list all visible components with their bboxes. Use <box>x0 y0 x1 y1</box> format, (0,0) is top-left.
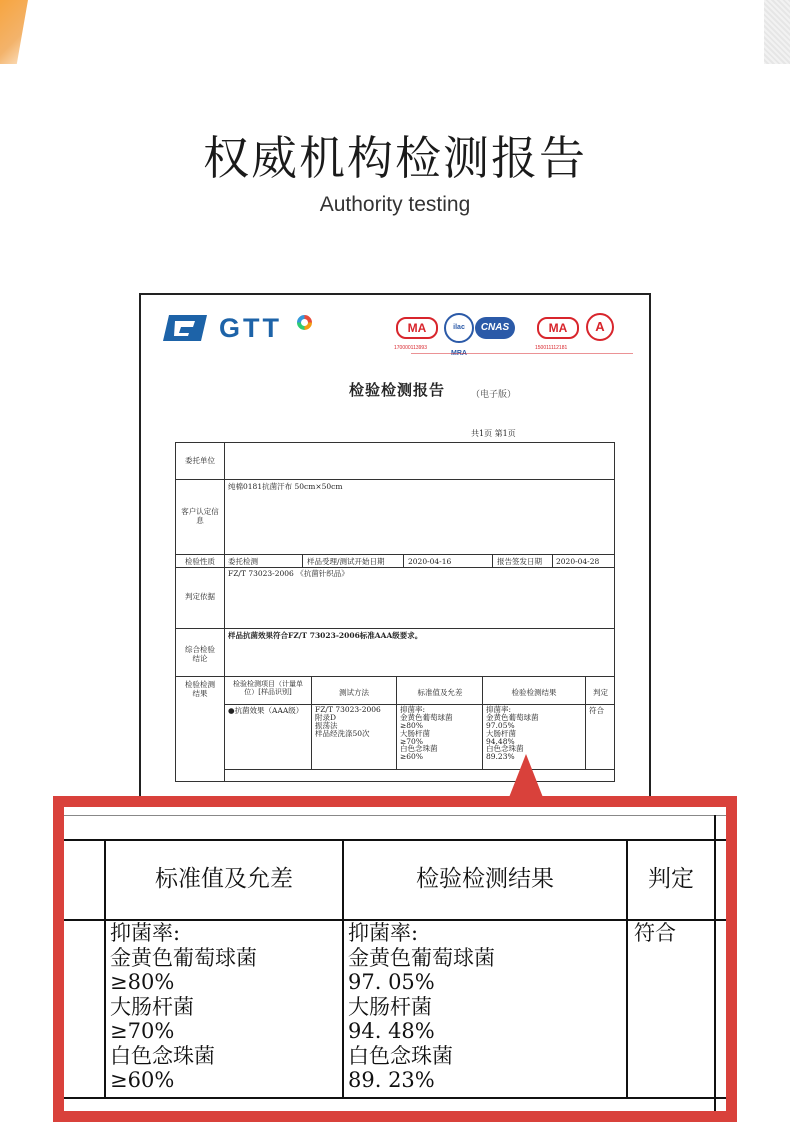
page-number: 共1页 第1页 <box>471 429 516 438</box>
cma-number: 170000113993 <box>394 345 427 351</box>
ca-seal-icon: A <box>586 313 614 341</box>
form-divider <box>311 677 312 769</box>
receipt-date: 2020-04-16 <box>408 557 452 566</box>
page-subtitle: Authority testing <box>319 193 471 216</box>
report-title: 检验检测报告 <box>348 381 445 399</box>
basis-value: FZ/T 73023-2006 《抗菌针织品》 <box>228 569 349 578</box>
report-logo-row <box>163 313 633 353</box>
brand-dot-icon <box>297 315 312 330</box>
form-divider <box>403 555 404 567</box>
nature-label: 检验性质 <box>185 557 215 566</box>
form-divider <box>482 677 483 769</box>
cma-seal-2-icon: MA 150011112181 <box>537 317 579 339</box>
col-verdict-header: 判定 <box>593 688 608 697</box>
conclusion-value: 样品抗菌效果符合FZ/T 73023-2006标准AAA级要求。 <box>228 631 423 640</box>
gtt-logo-icon <box>163 315 207 341</box>
zoom-header-verdict: 判定 <box>648 866 694 892</box>
issue-label: 报告签发日期 <box>497 557 542 566</box>
form-divider <box>224 769 614 770</box>
result-value: 抑菌率: 金黄色葡萄球菌 97.05% 大肠杆菌 94.48% 白色念珠菌 89.23% <box>486 705 539 762</box>
col-item-header: 检验检测项目（计量单位）[样品识别] <box>233 680 303 697</box>
report-form <box>175 442 615 782</box>
sample-label: 客户认定信息 <box>181 507 219 525</box>
zoom-table <box>64 807 726 1111</box>
cma-number-2: 150011112181 <box>535 345 568 351</box>
cnas-seal-icon: CNAS <box>475 317 515 339</box>
col-standard-header: 标准值及允差 <box>417 688 463 697</box>
form-divider <box>302 555 303 567</box>
form-divider <box>552 555 553 567</box>
receipt-label: 样品受理/测试开始日期 <box>307 557 385 566</box>
form-divider <box>585 677 586 769</box>
report-edition: （电子版） <box>471 390 517 400</box>
zoom-verdict: 符合 <box>634 921 676 945</box>
zoom-header-result: 检验检测结果 <box>416 866 554 892</box>
zoom-header-standard: 标准值及允差 <box>155 866 293 892</box>
issue-date: 2020-04-28 <box>556 557 600 566</box>
page-title: 权威机构检测报告 <box>203 131 587 185</box>
zoom-rule <box>64 815 726 816</box>
result-method: FZ/T 73023-2006 附录D 振荡法 样品经洗涤50次 <box>315 705 381 738</box>
zoom-standard-values: 抑菌率: 金黄色葡萄球菌 ≥80% 大肠杆菌 ≥70% 白色念珠菌 ≥60% <box>110 921 257 1092</box>
form-divider <box>396 677 397 769</box>
form-divider <box>176 554 614 555</box>
col-method-header: 测试方法 <box>339 688 369 697</box>
corner-decoration-left <box>0 0 28 64</box>
form-divider <box>176 479 614 480</box>
result-label: 检验检测结果 <box>185 680 215 698</box>
zoom-result-values: 抑菌率: 金黄色葡萄球菌 97. 05% 大肠杆菌 94. 48% 白色念珠菌 89. 23% <box>348 921 495 1092</box>
zoom-rule <box>714 815 716 1111</box>
corner-decoration-right <box>764 0 790 64</box>
brand-name: GTT <box>219 313 282 343</box>
result-item: ●抗菌效果（AAA级） <box>228 706 304 715</box>
form-divider <box>176 628 614 629</box>
form-divider <box>176 676 614 677</box>
zoom-callout <box>53 796 737 1122</box>
sample-value: 纯棉0181抗菌汗布 50cm×50cm <box>228 482 343 491</box>
result-verdict: 符合 <box>589 706 604 715</box>
result-standard: 抑菌率: 金黄色葡萄球菌 ≥80% 大肠杆菌 ≥70% 白色念珠菌 ≥60% <box>400 705 453 762</box>
logo-divider <box>411 353 633 354</box>
basis-label: 判定依据 <box>185 592 215 601</box>
conclusion-label: 综合检验结论 <box>185 645 215 663</box>
col-result-header: 检验检测结果 <box>511 688 557 697</box>
form-divider <box>492 555 493 567</box>
client-label: 委托单位 <box>185 456 215 465</box>
nature-value: 委托检测 <box>228 557 258 566</box>
report-document <box>139 293 651 813</box>
ilac-seal-icon: ilac <box>444 313 474 343</box>
cma-seal-icon: MA 170000113993 <box>396 317 438 339</box>
form-divider <box>224 443 225 781</box>
